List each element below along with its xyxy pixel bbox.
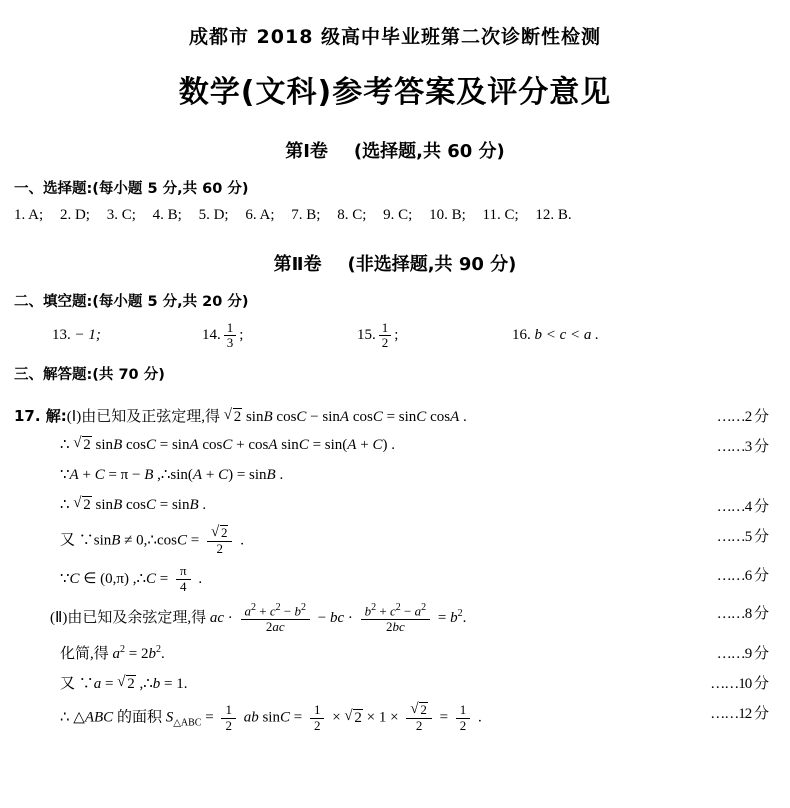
fraction: [224, 321, 237, 349]
fill-answer-15-suffix: ;: [394, 326, 399, 343]
multiple-choice-label: 一、选择题:(每小题 5 分,共 60 分): [14, 181, 249, 197]
fraction: [221, 703, 236, 734]
answer-item: 6. A;: [245, 207, 275, 223]
fraction-denominator: 4: [180, 579, 187, 595]
solution-line-score: ……6 分: [716, 568, 768, 585]
fill-answer-15: [357, 321, 512, 349]
answer-item: 2. D;: [59, 207, 90, 223]
fill-answer-15-no: 15.: [357, 326, 376, 343]
answer-item: 8. C;: [337, 207, 367, 223]
fraction: [310, 703, 325, 734]
part-2-heading: [0, 250, 790, 276]
sqrt-icon: √ 2: [344, 709, 363, 727]
part-2-heading-right: (非选择题,共 90 分): [347, 254, 517, 275]
multiple-choice-answers: [14, 207, 790, 224]
solution-line: [14, 695, 790, 734]
sqrt-icon: √ 2: [117, 675, 136, 693]
fraction-numerator: 1: [221, 703, 236, 719]
part-1-heading-left: 第Ⅰ卷: [285, 141, 328, 162]
solution-17: [0, 398, 790, 734]
solution-line: [14, 488, 790, 518]
answer-item: 4. B;: [152, 207, 182, 223]
page-title-line1: 成都市 2018 级高中毕业班第二次诊断性检测: [188, 26, 602, 48]
solution-line-score: ……12 分: [710, 706, 768, 723]
solution-line: [14, 398, 790, 428]
solution-line-score: ……5 分: [716, 529, 768, 546]
fraction: [456, 703, 471, 734]
fraction-denominator: 3: [226, 334, 234, 350]
fraction-denominator: 2ac: [265, 619, 285, 635]
solution-line-score: ……4 分: [716, 499, 768, 516]
fraction: [361, 602, 430, 635]
fraction-numerator: √ 2: [207, 525, 233, 542]
fraction-denominator: 2: [415, 718, 423, 734]
sqrt-icon: √ 2: [224, 408, 243, 426]
solution-section-label: 三、解答题:(共 70 分): [14, 367, 165, 384]
fill-answer-16-value: b < c < a .: [534, 326, 599, 343]
sqrt-icon: √ 2: [73, 496, 92, 514]
solution-line-content: 又 ∵a = √ 2 ,∴b = 1.: [14, 665, 188, 693]
fill-answer-13-no: 13.: [52, 326, 71, 343]
solution-line-score: ……10 分: [710, 676, 768, 693]
answer-sheet-page: [0, 22, 790, 808]
answer-item: 7. B;: [291, 207, 321, 223]
fraction-numerator: 1: [224, 321, 237, 336]
fraction-denominator: 2: [313, 717, 321, 733]
fraction: [207, 525, 233, 557]
answer-item: 1. A;: [14, 207, 44, 223]
solution-line-score: ……3 分: [716, 439, 768, 456]
fraction: [176, 564, 191, 595]
fraction-denominator: 2: [216, 541, 223, 557]
fraction: [241, 602, 310, 635]
solution-line-score: ……8 分: [716, 606, 768, 623]
fraction-numerator: $b^2 + c^2 - a^2$: [361, 602, 430, 620]
part-1-heading-right: (选择题,共 60 分): [353, 141, 505, 162]
answer-item: 10. B;: [429, 207, 466, 223]
fraction-numerator: 1: [379, 321, 392, 336]
fill-answer-13-value: − 1;: [74, 326, 101, 343]
fraction-denominator: 2: [381, 334, 389, 350]
fraction-numerator: $a^2 + c^2 - b^2$: [241, 602, 310, 620]
fraction-numerator: 1: [456, 703, 471, 719]
solution-line: [14, 518, 790, 557]
solution-line: [14, 635, 790, 665]
fill-in-blank-answers: [14, 321, 790, 349]
solution-17-lead: 17. 解:: [14, 407, 67, 426]
fraction: [379, 321, 392, 349]
solution-line-content: ∴ △ABC 的面积 $S_{\triangle ABC}$ = $\frac{1}{2}$ ab sinC = $\frac{1}{2}$ × √ 2 × 1 × √ $\frac{2}{2}$ = $\frac{1}{2}$ .: [14, 695, 482, 734]
fraction-denominator: 2bc: [386, 619, 405, 635]
fill-answer-14: [202, 321, 357, 349]
answer-item: 3. C;: [106, 207, 136, 223]
fraction-numerator: 1: [310, 703, 325, 719]
solution-line-score: ……9 分: [716, 646, 768, 663]
fill-answer-13: [14, 327, 202, 344]
solution-line-score: ……2 分: [716, 409, 768, 426]
fraction-denominator: 2: [225, 717, 232, 733]
answer-item: 5. D;: [198, 207, 229, 223]
fraction-denominator: 2: [459, 717, 467, 733]
solution-line: [14, 458, 790, 488]
fraction-numerator: π: [176, 564, 191, 580]
fill-answer-16-no: 16.: [512, 326, 531, 343]
solution-line: [14, 428, 790, 458]
answer-item: 12. B.: [535, 207, 572, 223]
solution-line-content: 化简,得 $a^2 = 2b^2$.: [60, 644, 165, 663]
fill-answer-14-no: 14.: [202, 326, 221, 343]
answer-item: 9. C;: [383, 207, 413, 223]
fill-answer-16: [512, 327, 692, 344]
answer-item: 11. C;: [482, 207, 519, 223]
part-2-heading-left: 第Ⅱ卷: [273, 254, 322, 275]
solution-line-content: ∴ √ 2 sinB cosC = sinA cosC + cosA sinC = sin(A + C) .: [14, 428, 395, 454]
sqrt-icon: √ 2: [73, 436, 92, 454]
fraction: [406, 702, 432, 734]
solution-line-content: ∵A + C = π − B ,∴sin(A + C) = sinB .: [60, 467, 284, 484]
solution-line: [14, 665, 790, 695]
solution-line: [14, 557, 790, 595]
solution-line: [14, 595, 790, 635]
fill-answer-14-suffix: ;: [239, 326, 244, 343]
solution-line-content: ∴ √ 2 sinB cosC = sinB .: [14, 488, 206, 514]
fraction-numerator: √ 2: [406, 702, 432, 719]
part-1-heading: [0, 137, 790, 163]
solution-line-content: 17. 解:(Ⅰ)由已知及正弦定理,得 √ 2 sinB cosC − sinA cosC = sinC cosA .: [14, 398, 467, 426]
solution-line-content: (Ⅱ)由已知及余弦定理,得 ac · $\frac{a^2 + c^2 - b^2}{2ac}$ − bc · $\frac{b^2 + c^2 - a^2}{2bc}$ = $b^2$.: [50, 602, 467, 635]
page-title-line2: 数学(文科)参考答案及评分意见: [178, 75, 612, 110]
solution-line-content: ∵C ∈ (0,π) ,∴C = $\frac{\pi}{4}$ .: [60, 563, 203, 595]
solution-line-content: 又 ∵sinB ≠ 0,∴cosC = √ $\frac{2}{2}$ .: [14, 518, 244, 557]
fill-in-blank-label: 二、填空题:(每小题 5 分,共 20 分): [14, 294, 249, 310]
